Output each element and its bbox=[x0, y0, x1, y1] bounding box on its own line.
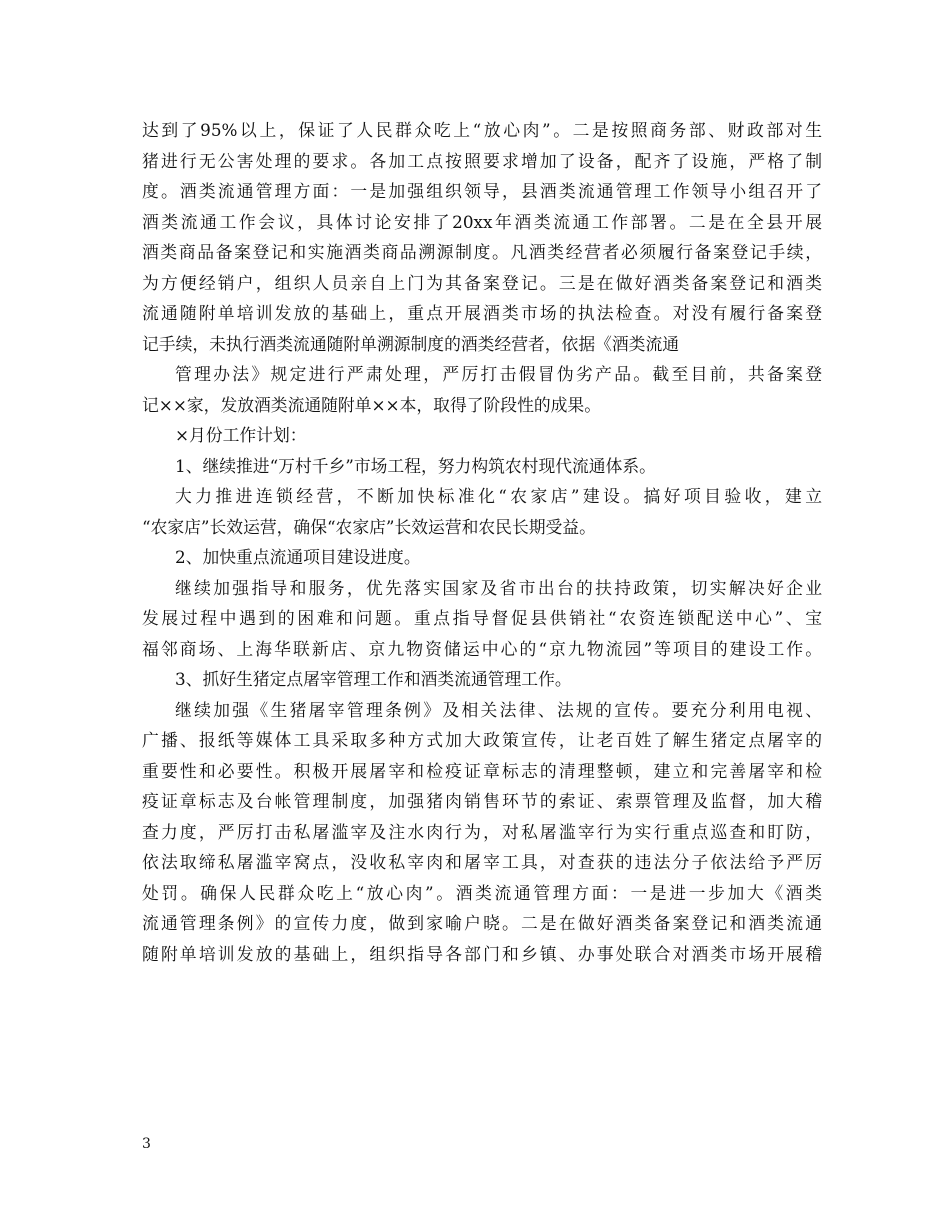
text-line: 随附单培训发放的基础上，组织指导各部门和乡镇、办事处联合对酒类市场开展稽 bbox=[142, 943, 822, 964]
text-line: 大力推进连锁经营，不断加快标准化“农家店”建设。搞好项目验收，建立 bbox=[175, 486, 822, 506]
text-line: 疫证章标志及台帐管理制度，加强猪肉销售环节的索证、索票管理及监督，加大稽 bbox=[142, 791, 822, 811]
text-line: 发展过程中遇到的困难和问题。重点指导督促县供销社“农资连锁配送中心”、宝 bbox=[142, 608, 822, 628]
text-line: 管理办法》规定进行严肃处理，严厉打击假冒伪劣产品。截至目前，共备案登 bbox=[175, 364, 822, 384]
text-line: 酒类流通工作会议，具体讨论安排了20xx年酒类流通工作部署。二是在全县开展 bbox=[142, 211, 822, 232]
text-line: 处罚。确保人民群众吃上“放心肉”。酒类流通管理方面：一是进一步加大《酒类 bbox=[142, 882, 822, 903]
text-line: 流通管理条例》的宣传力度，做到家喻户晓。二是在做好酒类备案登记和酒类流通 bbox=[142, 913, 822, 933]
document-body bbox=[142, 115, 822, 969]
text-line: 福邻商场、上海华联新店、京九物资储运中心的“京九物流园”等项目的建设工作。 bbox=[142, 638, 822, 659]
text-line: 广播、报纸等媒体工具采取多种方式加大政策宣传，让老百姓了解生猪定点屠宰的 bbox=[142, 730, 822, 750]
text-line: 酒类商品备案登记和实施酒类商品溯源制度。凡酒类经营者必须履行备案登记手续， bbox=[142, 242, 822, 262]
text-line: “农家店”长效运营，确保“农家店”长效运营和农民长期受益。 bbox=[142, 516, 596, 537]
text-line: 依法取缔私屠滥宰窝点，没收私宰肉和屠宰工具，对查获的违法分子依法给予严厉 bbox=[142, 852, 822, 872]
text-line: 1、继续推进“万村千乡”市场工程，努力构筑农村现代流通体系。 bbox=[175, 455, 656, 476]
text-line: 流通随附单培训发放的基础上，重点开展酒类市场的执法检查。对没有履行备案登 bbox=[142, 303, 822, 323]
text-line: 记××家，发放酒类流通随附单××本，取得了阶段性的成果。 bbox=[142, 394, 601, 415]
text-line: 记手续，未执行酒类流通随附单溯源制度的酒类经营者，依据《酒类流通 bbox=[142, 333, 680, 354]
text-line: 猪进行无公害处理的要求。各加工点按照要求增加了设备，配齐了设施，严格了制 bbox=[142, 150, 822, 171]
text-line: 达到了95%以上，保证了人民群众吃上“放心肉”。二是按照商务部、财政部对生 bbox=[142, 120, 822, 140]
text-line: 2、加快重点流通项目建设进度。 bbox=[175, 547, 421, 567]
text-line: 3、抓好生猪定点屠宰管理工作和酒类流通管理工作。 bbox=[175, 669, 572, 689]
text-line: 继续加强《生猪屠宰管理条例》及相关法律、法规的宣传。要充分利用电视、 bbox=[175, 699, 822, 720]
text-line: 查力度，严厉打击私屠滥宰及注水肉行为，对私屠滥宰行为实行重点巡查和盯防， bbox=[142, 821, 822, 842]
text-line: 继续加强指导和服务，优先落实国家及省市出台的扶持政策，切实解决好企业 bbox=[175, 577, 822, 598]
page-number: 3 bbox=[142, 1136, 151, 1152]
text-line: 重要性和必要性。积极开展屠宰和检疫证章标志的清理整顿，建立和完善屠宰和检 bbox=[142, 760, 822, 781]
text-line: 为方便经销户，组织人员亲自上门为其备案登记。三是在做好酒类备案登记和酒类 bbox=[142, 272, 822, 293]
text-line: 度。酒类流通管理方面：一是加强组织领导，县酒类流通管理工作领导小组召开了 bbox=[142, 181, 822, 201]
text-line: ×月份工作计划： bbox=[175, 425, 307, 445]
